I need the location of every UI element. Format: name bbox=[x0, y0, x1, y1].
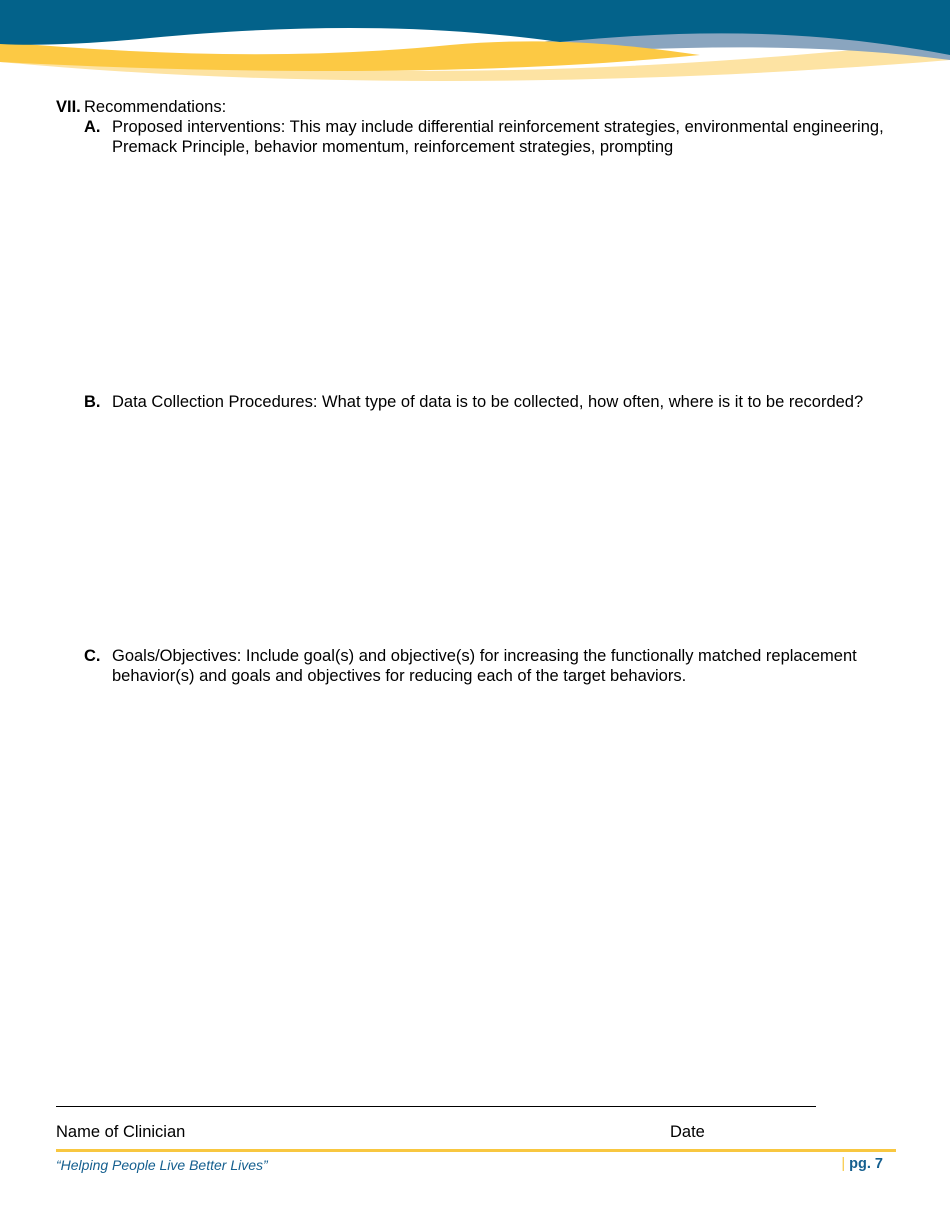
footer-tagline: “Helping People Live Better Lives” bbox=[56, 1157, 268, 1173]
item-text: Proposed interventions: This may include differential reinforcement strategies, environmental engineering, Premack Principle, behavior momentum, reinforcement strategies, prompting bbox=[112, 118, 884, 156]
section-title: Recommendations: bbox=[84, 98, 227, 116]
page-number-text: pg. 7 bbox=[849, 1156, 883, 1172]
date-label: Date bbox=[670, 1123, 705, 1141]
item-letter: B. bbox=[84, 393, 101, 411]
clinician-name-label: Name of Clinician bbox=[56, 1123, 186, 1141]
footer-rule bbox=[56, 1149, 896, 1152]
item-goals-objectives bbox=[84, 646, 894, 686]
header-wave-gold bbox=[0, 41, 700, 71]
recommendations-section bbox=[56, 97, 916, 117]
item-text: Goals/Objectives: Include goal(s) and objective(s) for increasing the functionally matched replacement behavior(s) and goals and objectives for reducing each of the target behaviors. bbox=[112, 647, 857, 685]
item-proposed-interventions bbox=[84, 117, 894, 157]
signature-line bbox=[56, 1106, 816, 1107]
item-letter: A. bbox=[84, 118, 101, 136]
section-number: VII. bbox=[56, 98, 81, 116]
header-wave-banner bbox=[0, 0, 950, 90]
item-letter: C. bbox=[84, 647, 101, 665]
page-number-divider: | bbox=[841, 1156, 846, 1172]
section-heading bbox=[56, 97, 916, 117]
item-data-collection bbox=[84, 392, 894, 412]
item-text: Data Collection Procedures: What type of data is to be collected, how often, where is it to be recorded? bbox=[112, 393, 864, 411]
page-number bbox=[841, 1156, 883, 1172]
